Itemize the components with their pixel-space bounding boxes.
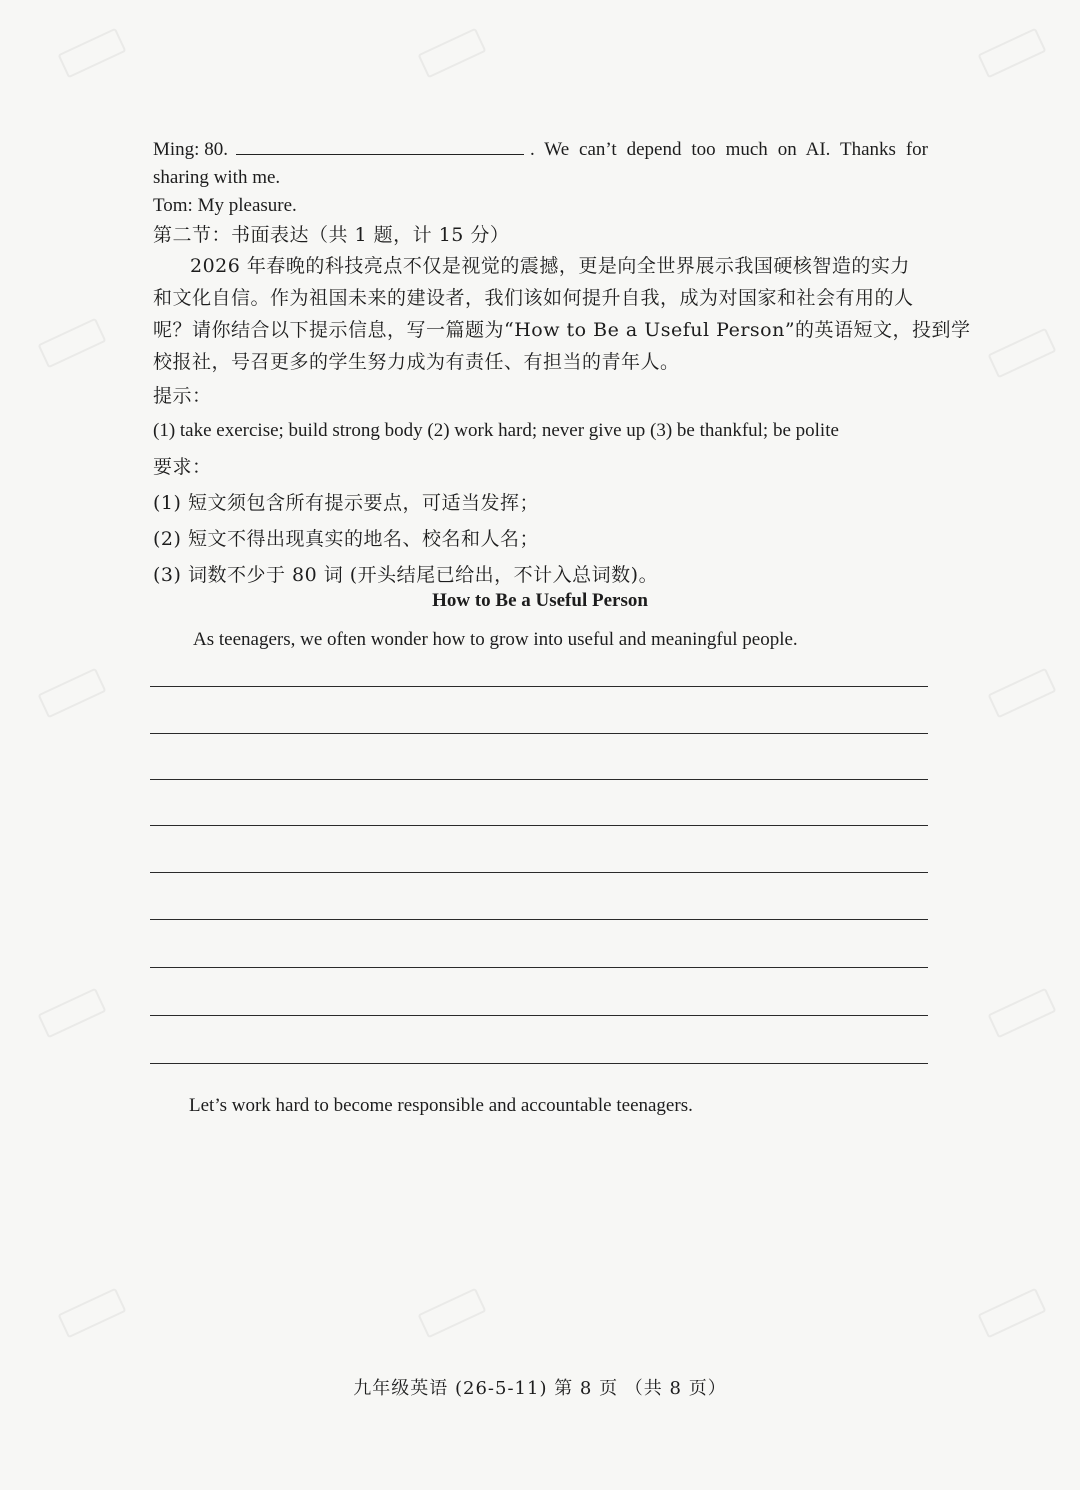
watermark (978, 1288, 1047, 1339)
essay-opening: As teenagers, we often wonder how to grow into useful and meaningful people. (193, 629, 798, 650)
section-heading: 第二节：书面表达（共 1 题，计 15 分） (153, 224, 510, 246)
answer-blank[interactable] (236, 136, 524, 155)
dialogue-ming-continuation: sharing with me. (153, 167, 281, 188)
requirement-label: 要求： (153, 456, 212, 478)
watermark (418, 1288, 487, 1339)
essay-closing: Let’s work hard to become responsible and accountable teenagers. (189, 1095, 693, 1116)
requirement-1: (1) 短文须包含所有提示要点，可适当发挥； (153, 492, 539, 514)
page-footer: 九年级英语 (26-5-11) 第 8 页 （共 8 页） (353, 1378, 727, 1399)
writing-line[interactable] (150, 686, 928, 687)
requirement-3: (3) 词数不少于 80 词 (开头结尾已给出，不计入总词数)。 (153, 564, 659, 586)
requirement-2: (2) 短文不得出现真实的地名、校名和人名； (153, 528, 539, 550)
intro-line-3: 呢？请你结合以下提示信息，写一篇题为“How to Be a Useful Person”的英语短文，投到学 (153, 319, 971, 341)
ming-prefix: Ming: 80. (153, 139, 228, 160)
dialogue-tom-line: Tom: My pleasure. (153, 195, 297, 216)
watermark (58, 1288, 127, 1339)
writing-line[interactable] (150, 967, 928, 968)
intro-line-1: 2026 年春晚的科技亮点不仅是视觉的震撼，更是向全世界展示我国硬核智造的实力 (190, 255, 910, 277)
intro-line-2: 和文化自信。作为祖国未来的建设者，我们该如何提升自我，成为对国家和社会有用的人 (153, 287, 914, 309)
watermark (58, 28, 127, 79)
writing-line[interactable] (150, 733, 928, 734)
watermark (988, 328, 1057, 379)
ming-suffix: . We can’t depend too much on AI. Thanks for (529, 139, 928, 160)
dialogue-ming-line (153, 136, 928, 164)
writing-line[interactable] (150, 872, 928, 873)
writing-line[interactable] (150, 919, 928, 920)
watermark (978, 28, 1047, 79)
writing-line[interactable] (150, 779, 928, 780)
writing-line[interactable] (150, 1063, 928, 1064)
watermark (38, 988, 107, 1039)
hint-label: 提示： (153, 385, 212, 407)
writing-line[interactable] (150, 1015, 928, 1016)
watermark (38, 318, 107, 369)
watermark (988, 988, 1057, 1039)
intro-line-4: 校报社，号召更多的学生努力成为有责任、有担当的青年人。 (153, 351, 680, 373)
watermark (418, 28, 487, 79)
hint-text: (1) take exercise; build strong body (2) work hard; never give up (3) be thankful; be polite (153, 420, 839, 441)
watermark (988, 668, 1057, 719)
watermark (38, 668, 107, 719)
essay-title: How to Be a Useful Person (432, 590, 648, 611)
writing-line[interactable] (150, 825, 928, 826)
